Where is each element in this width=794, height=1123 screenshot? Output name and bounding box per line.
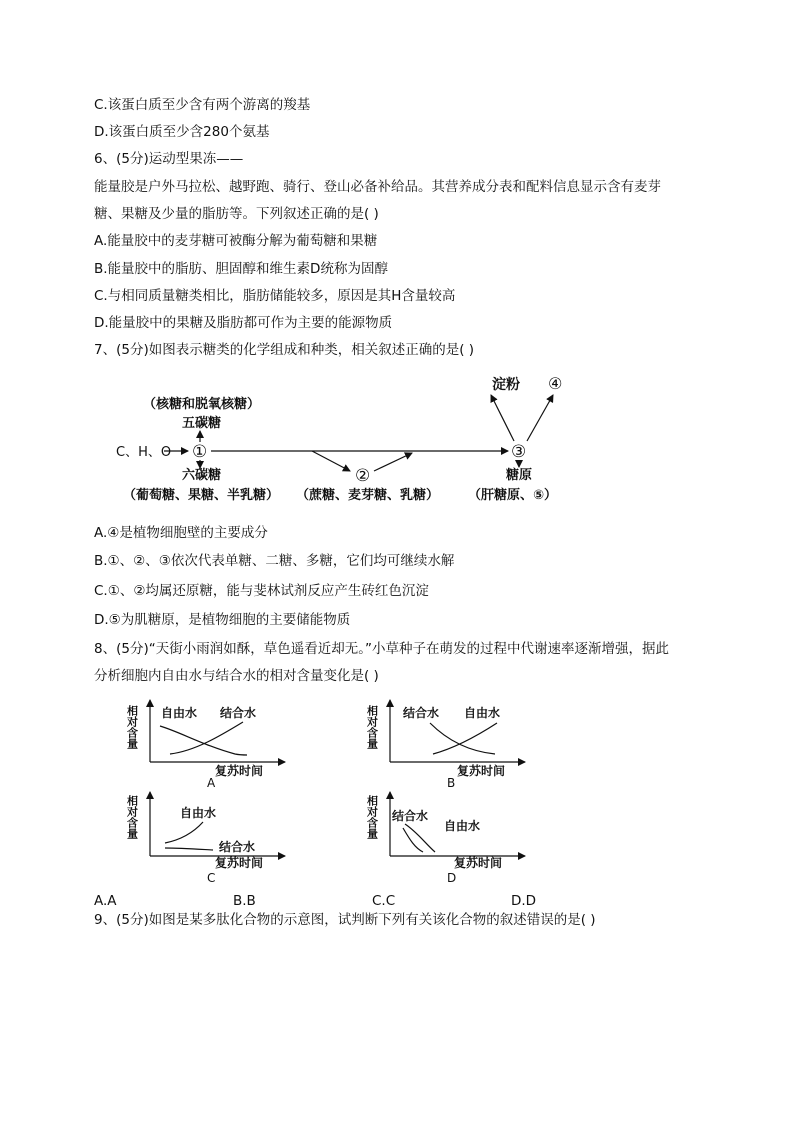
q6-option-c: C.与相同质量糖类相比，脂肪储能较多，原因是其H含量较高 — [94, 288, 456, 304]
graph-c-letter: C — [207, 871, 216, 883]
graph-b — [365, 696, 530, 788]
q7-option-d: D.⑤为肌糖原，是植物细胞的主要储能物质 — [94, 612, 351, 628]
node4-label: ④ — [548, 374, 563, 393]
graph-a-curve-increasing — [170, 722, 243, 754]
elements-label: C、H、O — [116, 445, 172, 460]
graph-c-xlabel: 复苏时间 — [215, 856, 264, 870]
graph-a-letter: A — [207, 776, 216, 788]
node1-label: ① — [192, 442, 208, 462]
q7-option-a: A.④是植物细胞壁的主要成分 — [94, 525, 268, 541]
q6-stem-line1: 6、(5分)运动型果冻—— — [94, 151, 244, 167]
node3-label: ③ — [511, 442, 527, 462]
glycogen-label: 糖原 — [506, 468, 533, 483]
graph-d-letter: D — [447, 871, 457, 883]
arrow-node2-out — [374, 453, 412, 471]
graph-d-label2: 自由水 — [444, 819, 481, 833]
graph-b-label2: 自由水 — [464, 706, 501, 720]
graph-b-ylabel: 相对含量 — [365, 705, 379, 749]
q5-option-d: D.该蛋白质至少含280个氨基 — [94, 124, 270, 140]
hexose-label: 六碳糖 — [182, 468, 222, 483]
graph-a-xlabel: 复苏时间 — [215, 764, 264, 778]
graph-d-curve-free-water — [403, 828, 423, 852]
q8-option-b: B.B — [233, 893, 256, 909]
q7-option-b: B.①、②、③依次代表单糖、二糖、多糖，它们均可继续水解 — [94, 553, 455, 569]
pentose-label: 五碳糖 — [182, 416, 222, 431]
glycogen-detail-label: （肝糖原、⑤） — [468, 488, 558, 503]
graph-c — [125, 788, 290, 883]
graph-c-label2: 结合水 — [219, 840, 256, 854]
graph-b-label1: 结合水 — [403, 706, 440, 720]
graph-b-letter: B — [447, 776, 456, 788]
arrow-to-node2 — [312, 451, 350, 471]
graph-b-xlabel: 复苏时间 — [457, 764, 506, 778]
q6-stem-line3: 糖、果糖及少量的脂肪等。下列叙述正确的是( ) — [94, 206, 379, 222]
arrow-node3-to-starch — [491, 395, 514, 441]
q6-option-a: A.能量胶中的麦芽糖可被酶分解为葡萄糖和果糖 — [94, 233, 378, 249]
graph-a-curve-decreasing — [160, 726, 247, 755]
graph-a — [125, 696, 290, 788]
disaccharide-detail-label: （蔗糖、麦芽糖、乳糖） — [296, 488, 440, 503]
graph-d-label1: 结合水 — [392, 809, 429, 823]
graph-b-curve-increasing — [433, 723, 497, 754]
starch-label: 淀粉 — [492, 377, 520, 393]
graph-b-curve-decreasing — [430, 723, 495, 754]
q6-option-b: B.能量胶中的脂肪、胆固醇和维生素D统称为固醇 — [94, 261, 388, 277]
node2-label: ② — [355, 466, 371, 486]
graph-c-ylabel: 相对含量 — [125, 795, 139, 839]
graph-d-ylabel: 相对含量 — [365, 795, 379, 839]
graph-c-label1: 自由水 — [180, 806, 217, 820]
q7-option-c: C.①、②均属还原糖，能与斐林试剂反应产生砖红色沉淀 — [94, 583, 429, 599]
q8-option-c: C.C — [372, 893, 396, 909]
q9-stem: 9、(5分)如图是某多肽化合物的示意图，试判断下列有关该化合物的叙述错误的是( ) — [94, 912, 596, 928]
graph-a-label1: 自由水 — [161, 706, 198, 720]
q8-stem-line2: 分析细胞内自由水与结合水的相对含量变化是( ) — [94, 668, 379, 684]
graph-d — [365, 788, 530, 883]
q8-stem-line1: 8、(5分)“天街小雨润如酥，草色遥看近却无。”小草种子在萌发的过程中代谢速率逐渐增强，据此 — [94, 641, 669, 657]
q6-stem-line2: 能量胶是户外马拉松、越野跑、骑行、登山必备补给品。其营养成分表和配料信息显示含有麦芽 — [94, 179, 661, 195]
graph-a-label2: 结合水 — [220, 706, 257, 720]
sugar-classification-diagram — [0, 368, 794, 518]
q8-option-d: D.D — [511, 893, 537, 909]
arrow-node3-to-node4 — [527, 395, 553, 441]
q6-option-d: D.能量胶中的果糖及脂肪都可作为主要的能源物质 — [94, 315, 393, 331]
hexose-detail-label: （葡萄糖、果糖、半乳糖） — [123, 488, 280, 503]
q5-option-c: C.该蛋白质至少含有两个游离的羧基 — [94, 97, 311, 113]
q7-stem: 7、(5分)如图表示糖类的化学组成和种类，相关叙述正确的是( ) — [94, 342, 475, 358]
graph-c-curve-free-water — [165, 822, 203, 843]
graph-c-curve-bound-water — [165, 848, 213, 850]
graph-a-ylabel: 相对含量 — [125, 705, 139, 749]
q8-option-a: A.A — [94, 893, 117, 909]
graph-d-xlabel: 复苏时间 — [454, 856, 503, 870]
pentose-detail-label: （核糖和脱氧核糖） — [143, 397, 261, 412]
